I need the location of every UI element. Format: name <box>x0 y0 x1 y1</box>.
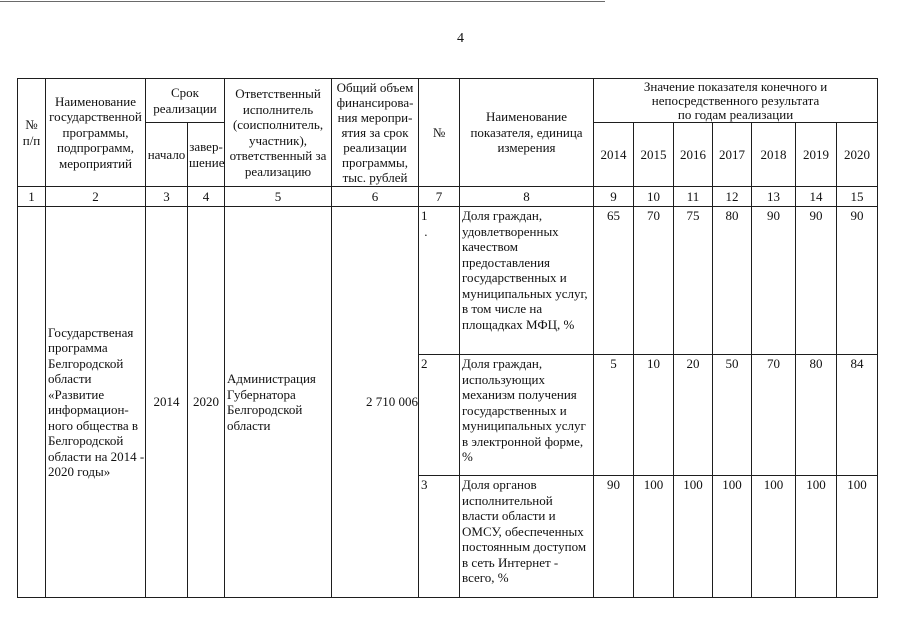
indicator-num: 1 . <box>419 207 460 355</box>
indicator-value: 10 <box>634 355 674 476</box>
header-responsible: Ответственный исполнитель (соисполнитель, участник), ответственный за реализацию <box>225 79 332 187</box>
indicator-value: 100 <box>674 476 713 598</box>
scan-edge-line <box>0 1 605 2</box>
column-number: 14 <box>796 187 837 207</box>
column-number: 8 <box>460 187 594 207</box>
indicator-value: 75 <box>674 207 713 355</box>
indicator-name: Доля органов исполнительной власти области и ОМСУ, обеспеченных постоянным доступом в сеть Интернет - всего, % <box>460 476 594 598</box>
header-year: 2015 <box>634 123 674 187</box>
column-number: 3 <box>146 187 188 207</box>
column-number: 12 <box>713 187 752 207</box>
indicator-value: 5 <box>594 355 634 476</box>
indicator-value: 100 <box>634 476 674 598</box>
header-start: начало <box>146 123 188 187</box>
indicator-value: 50 <box>713 355 752 476</box>
column-number: 5 <box>225 187 332 207</box>
header-term: Срок реализации <box>146 79 225 123</box>
indicator-value: 20 <box>674 355 713 476</box>
indicator-name: Доля граждан, использующих механизм получения государственных и муниципальных услуг в электронной форме, % <box>460 355 594 476</box>
column-number: 7 <box>419 187 460 207</box>
indicator-value: 90 <box>752 207 796 355</box>
header-year: 2018 <box>752 123 796 187</box>
indicator-value: 80 <box>713 207 752 355</box>
header-num: № п/п <box>18 79 46 187</box>
table-row <box>18 207 878 355</box>
indicator-value: 70 <box>752 355 796 476</box>
indicator-value: 90 <box>594 476 634 598</box>
column-number: 13 <box>752 187 796 207</box>
program-num-cell <box>18 207 46 598</box>
header-row-top <box>18 79 878 123</box>
indicator-value: 80 <box>796 355 837 476</box>
indicator-value: 90 <box>837 207 878 355</box>
indicator-value: 84 <box>837 355 878 476</box>
header-year: 2014 <box>594 123 634 187</box>
header-indicator-name: Наименование показателя, единица измерения <box>460 79 594 187</box>
indicator-value: 70 <box>634 207 674 355</box>
header-program-name: Наименование государственной программы, подпрограмм, мероприятий <box>46 79 146 187</box>
indicator-num: 2 <box>419 355 460 476</box>
column-number: 9 <box>594 187 634 207</box>
program-end: 2020 <box>188 207 225 598</box>
header-year: 2020 <box>837 123 878 187</box>
indicator-table <box>17 78 878 598</box>
indicator-value: 100 <box>713 476 752 598</box>
header-indicator-num: № <box>419 79 460 187</box>
indicator-value: 65 <box>594 207 634 355</box>
indicator-value: 90 <box>796 207 837 355</box>
page-number: 4 <box>457 31 464 46</box>
header-year: 2017 <box>713 123 752 187</box>
header-financing: Общий объем финансирова- ния меропри- ятия за срок реализации программы, тыс. рублей <box>332 79 419 187</box>
program-name: Государственая программа Белгородской области «Развитие информацион- ного общества в Белгородской области на 2014 - 2020 годы» <box>46 207 146 598</box>
indicator-value: 100 <box>837 476 878 598</box>
program-responsible: Администрация Губернатора Белгородской области <box>225 207 332 598</box>
column-number: 2 <box>46 187 146 207</box>
indicator-value: 100 <box>752 476 796 598</box>
column-number: 10 <box>634 187 674 207</box>
column-number: 6 <box>332 187 419 207</box>
indicator-num: 3 <box>419 476 460 598</box>
column-number: 1 <box>18 187 46 207</box>
indicator-name: Доля граждан, удовлетворенных качеством предоставления государственных и муниципальных услуг, в том числе на площадках МФЦ, % <box>460 207 594 355</box>
program-financing: 2 710 006 <box>332 207 419 598</box>
column-number: 15 <box>837 187 878 207</box>
column-number: 4 <box>188 187 225 207</box>
header-year: 2016 <box>674 123 713 187</box>
column-number: 11 <box>674 187 713 207</box>
column-number-row <box>18 187 878 207</box>
program-start: 2014 <box>146 207 188 598</box>
indicator-value: 100 <box>796 476 837 598</box>
header-values-group: Значение показателя конечного и непосредственного результата по годам реализации <box>594 79 878 123</box>
header-year: 2019 <box>796 123 837 187</box>
header-end: завер- шение <box>188 123 225 187</box>
